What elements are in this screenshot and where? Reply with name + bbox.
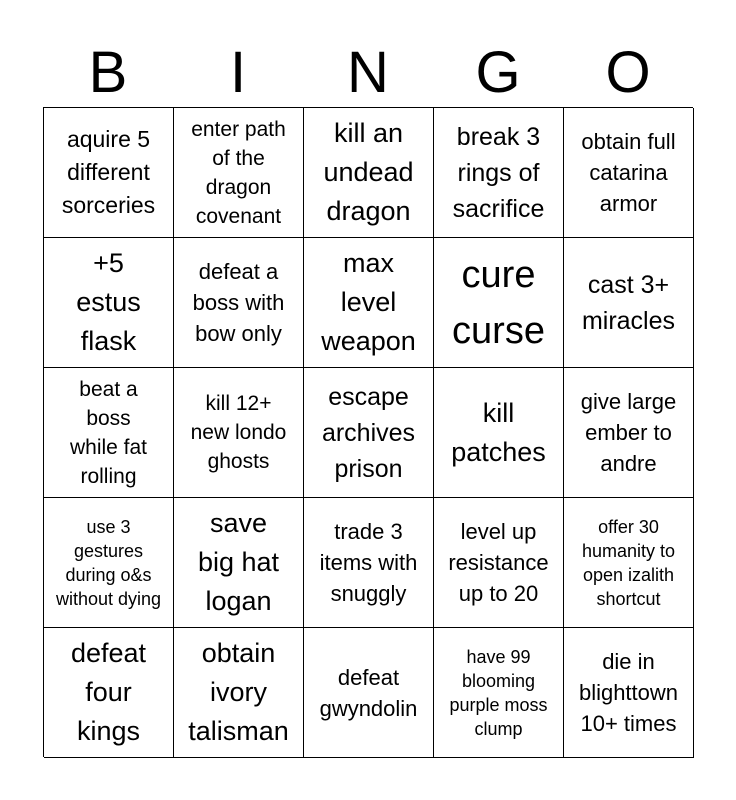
bingo-cell[interactable]: [174, 108, 304, 238]
bingo-cell[interactable]: [434, 238, 564, 368]
bingo-cell[interactable]: [304, 498, 434, 628]
bingo-cell[interactable]: [564, 108, 694, 238]
cell-text: kill 12+ new londo ghosts: [190, 392, 287, 473]
cell-text: +5 estus flask: [76, 248, 141, 356]
bingo-cell[interactable]: [304, 108, 434, 238]
header-letter-g: G: [475, 40, 521, 105]
cell-text: escape archives prison: [321, 382, 416, 483]
bingo-cell[interactable]: [44, 368, 174, 498]
cell-text: give large ember to andre: [580, 389, 677, 476]
cell-text: defeat four kings: [70, 638, 147, 746]
cell-text: enter path of the dragon covenant: [191, 117, 286, 228]
header-letter-b: B: [88, 40, 128, 105]
cell-text: obtain ivory talisman: [188, 638, 289, 746]
cell-text: have 99 blooming purple moss clump: [449, 646, 548, 739]
bingo-cell[interactable]: [44, 238, 174, 368]
cell-text: max level weapon: [321, 248, 416, 356]
bingo-cell[interactable]: [564, 628, 694, 758]
bingo-cell[interactable]: [564, 368, 694, 498]
cell-text: obtain full catarina armor: [581, 129, 676, 216]
cell-text: kill patches: [451, 397, 546, 467]
bingo-cell[interactable]: [174, 368, 304, 498]
bingo-cell[interactable]: [44, 498, 174, 628]
bingo-cell[interactable]: [174, 238, 304, 368]
header-letter-o: O: [605, 40, 651, 105]
bingo-header: [43, 40, 693, 106]
cell-text: break 3 rings of sacrifice: [452, 122, 545, 223]
cell-text: offer 30 humanity to open izalith shortcut: [581, 516, 676, 609]
bingo-cell[interactable]: [434, 498, 564, 628]
cell-text: die in blighttown 10+ times: [578, 649, 679, 736]
cell-text: defeat gwyndolin: [319, 664, 418, 721]
cell-text: kill an undead dragon: [323, 118, 414, 226]
cell-text: level up resistance up to 20: [448, 519, 549, 606]
bingo-cell[interactable]: [174, 628, 304, 758]
header-letter-n: N: [347, 40, 389, 105]
cell-text: save big hat logan: [197, 508, 280, 616]
bingo-cell[interactable]: [564, 238, 694, 368]
cell-text: cure curse: [452, 253, 545, 352]
cell-text: aquire 5 different sorceries: [61, 126, 156, 218]
bingo-cell[interactable]: [304, 368, 434, 498]
bingo-cell[interactable]: [434, 628, 564, 758]
bingo-cell[interactable]: [174, 498, 304, 628]
bingo-cell[interactable]: [564, 498, 694, 628]
header-letter-i: I: [229, 40, 247, 105]
cell-text: use 3 gestures during o&s without dying: [55, 516, 162, 609]
cell-text: cast 3+ miracles: [581, 270, 676, 335]
bingo-card: [43, 107, 693, 757]
bingo-cell[interactable]: [304, 628, 434, 758]
cell-text: beat a boss while fat rolling: [69, 377, 148, 488]
bingo-cell[interactable]: [304, 238, 434, 368]
bingo-cell[interactable]: [44, 108, 174, 238]
bingo-cell[interactable]: [434, 368, 564, 498]
bingo-cell[interactable]: [434, 108, 564, 238]
cell-text: defeat a boss with bow only: [192, 259, 285, 346]
cell-text: trade 3 items with snuggly: [319, 519, 418, 606]
bingo-cell[interactable]: [44, 628, 174, 758]
